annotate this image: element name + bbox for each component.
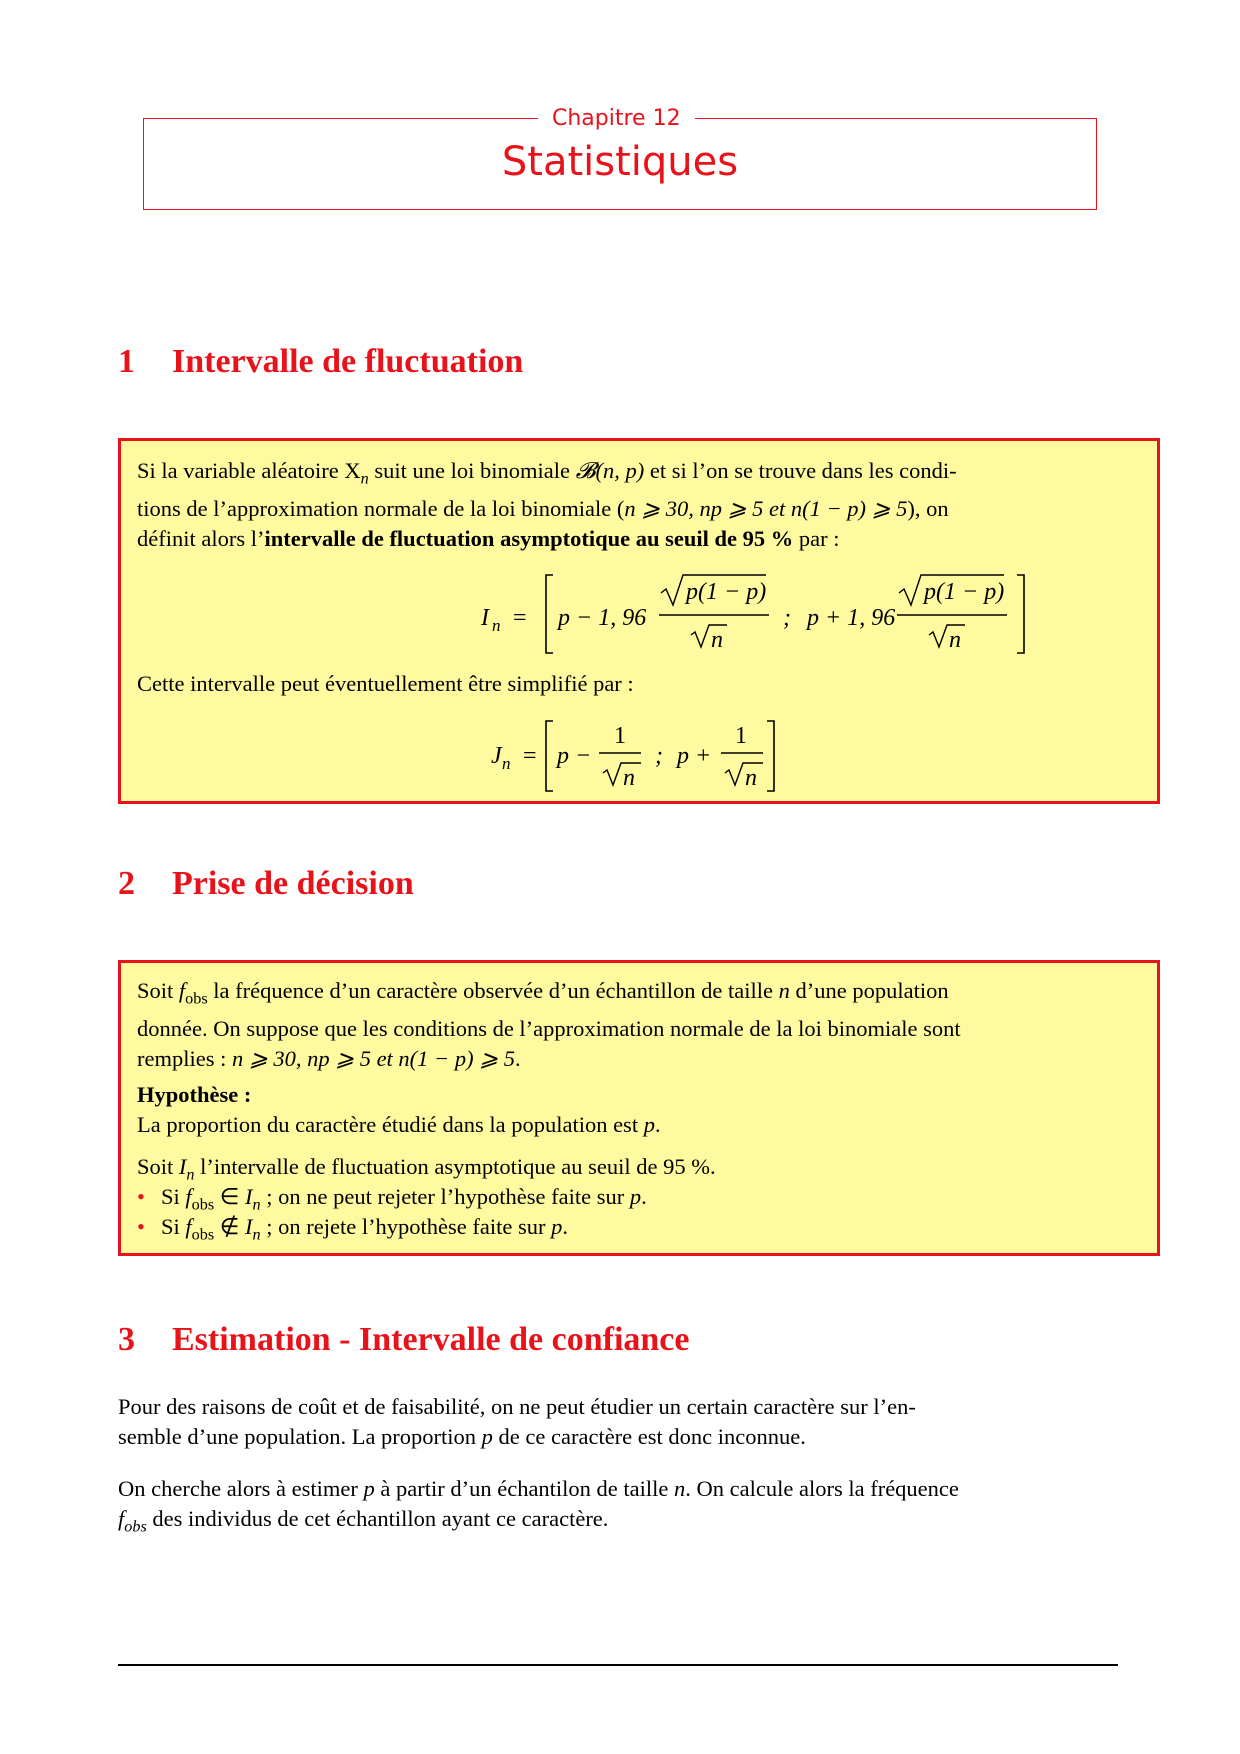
right-bracket: [767, 721, 774, 791]
formula-denominator: n: [711, 627, 723, 653]
decision-intro: Soit $f_{obs}$ la fréquence d’un caractère observée d’un échantillon de taille n d’une population donnée. On suppose que les conditions de l’approximation normale de la loi binomiale sont remplies : n ⩾ 30, np ⩾ 5 et n(1 − p) ⩾ 5.: [137, 978, 961, 1071]
list-item: • Si $f_{obs}$ ∉ $I_n$ ; on rejete l’hypothèse faite sur p.: [137, 1214, 569, 1244]
right-bracket: [1017, 575, 1024, 653]
formula-denominator: n: [949, 627, 961, 653]
chapter-title: Statistiques: [501, 139, 739, 185]
sqrt-sign: [725, 763, 763, 785]
formula-numerator: 1: [735, 723, 747, 749]
section-3-heading: [118, 1318, 690, 1362]
section-title: Estimation - Intervalle de confiance: [172, 1321, 690, 1358]
section-number: 2: [118, 865, 135, 902]
formula-right-term: p +: [677, 743, 712, 769]
hypothesis-title: Hypothèse :: [137, 1082, 252, 1107]
section-2-heading: [118, 862, 414, 906]
list-item: • Si $f_{obs}$ ∈ $I_n$ ; on ne peut rejeter l’hypothèse faite sur p.: [137, 1184, 647, 1214]
formula-lhs: I: [481, 605, 489, 631]
section-number: 1: [118, 343, 135, 380]
formula-lhs-sub: n: [502, 754, 511, 773]
simplification-text: Cette intervalle peut éventuellement être simplifié par :: [137, 671, 634, 696]
section-number: 3: [118, 1321, 135, 1358]
formula-sep: ;: [783, 605, 791, 631]
formula-denominator: n: [745, 765, 757, 791]
fluctuation-interval-formula: [361, 571, 921, 659]
bullet-icon: •: [137, 1214, 145, 1239]
chapter-label: Chapitre 12: [538, 104, 695, 134]
bullet-icon: •: [137, 1184, 145, 1209]
estimation-paragraph-2: On cherche alors à estimer p à partir d’un échantilon de taille n. On calcule alors la fréquence $f_{obs}$ des individus de cet échantillon ayant ce caractère.: [118, 1476, 959, 1536]
section-1-heading: [118, 340, 523, 384]
formula-numerator: p(1 − p): [686, 579, 767, 605]
formula-right-term: p + 1, 96: [807, 605, 896, 631]
formula-numerator: p(1 − p): [924, 579, 1005, 605]
left-bracket: [546, 575, 553, 653]
definition-box: [118, 438, 1160, 804]
formula-left-term: p −: [557, 743, 592, 769]
fluctuation-interval-formula-right: [891, 571, 1061, 659]
decision-box: [118, 960, 1160, 1256]
left-bracket: [546, 721, 553, 791]
formula-lhs: J: [491, 743, 502, 769]
footer-rule: [118, 1664, 1118, 1666]
sqrt-sign: [603, 763, 641, 785]
estimation-paragraph-1: Pour des raisons de coût et de faisabilité, on ne peut étudier un certain caractère sur l’en- semble d’une population. La proportion p de ce caractère est donc inconnue.: [118, 1394, 916, 1449]
hypothesis-text: La proportion du caractère étudié dans la population est p.: [137, 1112, 661, 1137]
formula-lhs-sub: n: [492, 616, 501, 635]
formula-eq: =: [523, 743, 537, 769]
simplified-interval-formula: [491, 719, 811, 795]
formula-sep: ;: [655, 743, 663, 769]
definition-text: Si la variable aléatoire $X_n$ suit une loi binomiale 𝓑(n, p) et si l’on se trouve dans les condi- tions de l’approximation normale de la loi binomiale (n ⩾ 30, np ⩾ 5 et n(1 − p) ⩾ 5), on définit alors l’intervalle de fluctuation asymptotique au seuil de 95 % par :: [137, 458, 957, 551]
formula-denominator: n: [623, 765, 635, 791]
formula-numerator: 1: [614, 723, 626, 749]
formula-left-term: p − 1, 96: [558, 605, 647, 631]
section-title: Prise de décision: [172, 865, 414, 902]
formula-eq: =: [513, 605, 527, 631]
interval-definition: Soit $I_n$ l’intervalle de fluctuation asymptotique au seuil de 95 %.: [137, 1154, 716, 1184]
section-title: Intervalle de fluctuation: [172, 343, 524, 380]
